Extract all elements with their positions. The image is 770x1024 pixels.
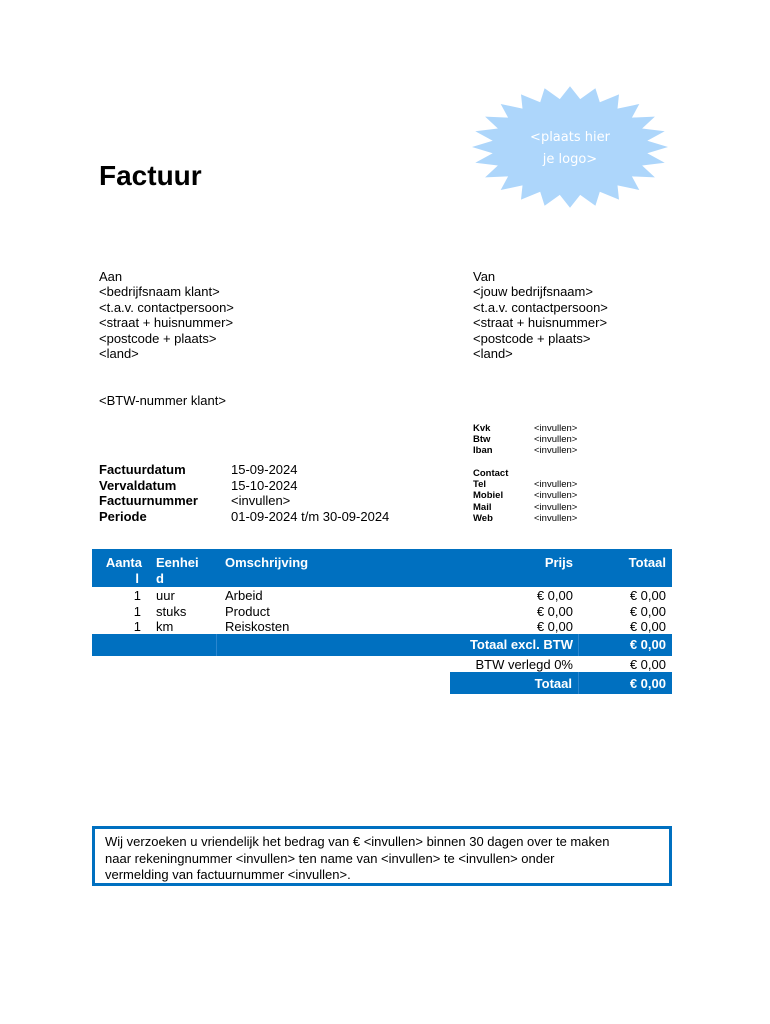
subtotal-label: Totaal excl. BTW (469, 637, 573, 652)
sender-line: <t.a.v. contactpersoon> (473, 299, 608, 315)
payment-note (92, 826, 672, 886)
invoice-number-label: Factuurnummer (99, 493, 198, 509)
contact-row (473, 490, 577, 501)
web-label: Web (473, 512, 493, 524)
period-label: Periode (99, 508, 147, 524)
contact-row (473, 502, 577, 513)
sender-address (473, 269, 608, 361)
row-eenheid: uur (156, 588, 175, 603)
payment-note-line: Wij verzoeken u vriendelijk het bedrag van € <invullen> binnen 30 dagen over te maken (105, 834, 610, 849)
recipient-address (99, 269, 234, 361)
payment-note-line: vermelding van factuurnummer <invullen>. (105, 867, 351, 882)
mail-value: <invullen> (534, 501, 578, 513)
tel-label: Tel (473, 479, 487, 491)
row-aantal: 1 (133, 619, 141, 634)
kvk-value: <invullen> (534, 423, 578, 434)
logo-text-line1: <plaats hier (530, 130, 610, 145)
sender-line: <jouw bedrijfsnaam> (473, 284, 593, 300)
subtotal-value: € 0,00 (629, 637, 666, 652)
web-value: <invullen> (534, 512, 578, 524)
row-aantal: 1 (133, 588, 141, 603)
btw-label: Btw (473, 434, 491, 446)
due-date-label: Vervaldatum (99, 477, 177, 493)
contact-heading: Contact (473, 468, 509, 479)
table-row (92, 588, 672, 604)
due-date-value: 15-10-2024 (231, 477, 298, 493)
row-totaal: € 0,00 (629, 603, 666, 619)
meta-row (99, 509, 389, 525)
invoice-title: Factuur (99, 160, 202, 191)
kvk-label: Kvk (473, 423, 491, 434)
sender-line: <postcode + plaats> (473, 330, 591, 346)
company-info (473, 423, 577, 457)
header-eenheid-line2: d (156, 570, 164, 586)
recipient-heading: Aan (99, 269, 123, 284)
row-omschrijving: Reiskosten (225, 619, 290, 634)
recipient-line: <straat + huisnummer> (99, 315, 234, 331)
total-value: € 0,00 (629, 676, 666, 691)
btw-value: <invullen> (534, 434, 578, 446)
meta-row (99, 462, 389, 478)
vat-label: BTW verlegd 0% (475, 657, 573, 672)
row-prijs: € 0,00 (536, 588, 573, 603)
row-totaal: € 0,00 (629, 588, 666, 603)
table-row (92, 604, 672, 620)
company-info-row (473, 423, 577, 434)
recipient-line: <bedrijfsnaam klant> (99, 284, 220, 300)
tel-value: <invullen> (534, 479, 578, 491)
client-vat-number: <BTW-nummer klant> (99, 393, 226, 408)
recipient-line: <land> (99, 346, 139, 362)
period-value: 01-09-2024 t/m 30-09-2024 (231, 508, 390, 524)
recipient-line: <t.a.v. contactpersoon> (99, 299, 234, 315)
header-prijs: Prijs (544, 555, 573, 570)
subtotal-divider (216, 634, 217, 656)
sender-line: <land> (473, 346, 513, 362)
header-totaal: Totaal (628, 555, 666, 570)
logo-text-line2: je logo> (542, 152, 598, 167)
total-divider (578, 672, 579, 694)
row-omschrijving: Product (225, 603, 270, 619)
invoice-date-value: 15-09-2024 (231, 462, 298, 477)
meta-row (99, 478, 389, 494)
payment-note-line: naar rekeningnummer <invullen> ten name van <invullen> te <invullen> onder (105, 850, 555, 866)
row-aantal: 1 (133, 603, 141, 619)
header-aantal-line2: l (135, 570, 139, 586)
recipient-line: <postcode + plaats> (99, 330, 217, 346)
company-info-row (473, 434, 577, 445)
header-eenheid (156, 555, 199, 586)
sender-line: <straat + huisnummer> (473, 315, 608, 331)
header-aantal (92, 555, 142, 586)
row-totaal: € 0,00 (629, 619, 666, 634)
mobiel-label: Mobiel (473, 490, 504, 502)
header-aantal-line1: Aanta (105, 555, 142, 570)
invoice-meta (99, 462, 389, 524)
header-eenheid-line1: Eenhei (156, 555, 199, 570)
contact-info (473, 468, 577, 524)
total-label: Totaal (534, 676, 572, 691)
meta-row (99, 493, 389, 509)
mobiel-value: <invullen> (534, 490, 578, 502)
invoice-number-value: <invullen> (231, 493, 291, 509)
iban-value: <invullen> (534, 445, 578, 457)
row-prijs: € 0,00 (536, 619, 573, 634)
table-row (92, 619, 672, 635)
row-eenheid: stuks (156, 603, 187, 619)
contact-row (473, 479, 577, 490)
row-omschrijving: Arbeid (225, 588, 263, 603)
company-info-row (473, 445, 577, 456)
table-body (92, 588, 672, 635)
header-omschrijving: Omschrijving (225, 555, 309, 570)
logo-placeholder-text (510, 127, 630, 171)
iban-label: Iban (473, 445, 493, 457)
subtotal-divider (578, 634, 579, 656)
sender-heading: Van (473, 269, 496, 284)
mail-label: Mail (473, 501, 492, 513)
vat-value: € 0,00 (629, 657, 666, 672)
invoice-date-label: Factuurdatum (99, 462, 186, 477)
row-eenheid: km (156, 619, 174, 634)
row-prijs: € 0,00 (536, 603, 573, 619)
contact-row (473, 513, 577, 524)
